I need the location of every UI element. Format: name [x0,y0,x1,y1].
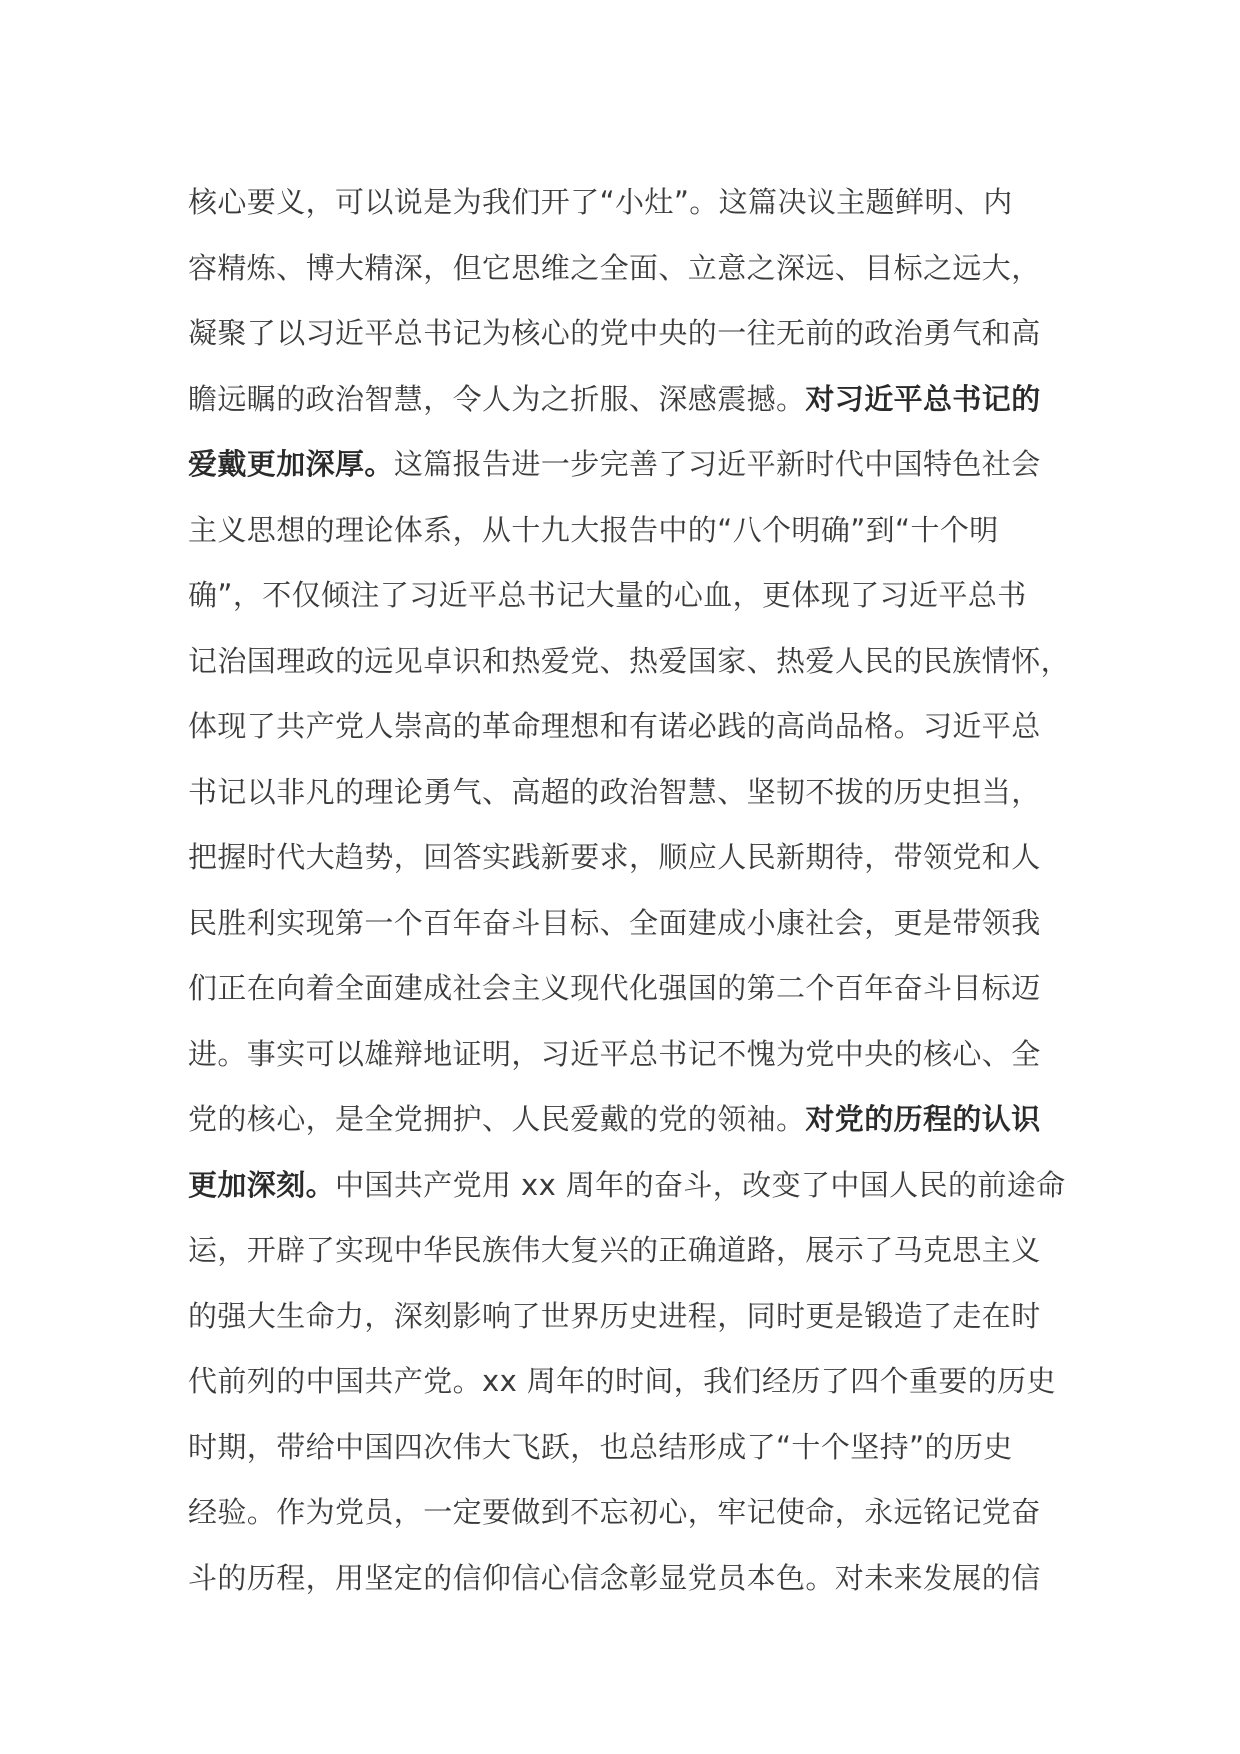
text-line [188,236,1068,302]
body-text-segment: 经验。作为党员，一定要做到不忘初心，牢记使命，永远铭记党奋 [188,1495,1041,1529]
body-text-segment: 斗的历程，用坚定的信仰信心信念彰显党员本色。对未来发展的信 [188,1560,1041,1595]
text-line [188,891,1068,957]
bold-heading-text: 更加深刻。 [188,1167,336,1202]
body-text-segment: 的强大生命力，深刻影响了世界历史进程，同时更是锻造了走在时 [188,1298,1041,1333]
body-paragraph [188,170,1071,1611]
bold-heading-text: 对习近平总书记的 [805,381,1041,416]
text-line [188,1087,1068,1153]
body-text-segment: 凝聚了以习近平总书记为核心的党中央的一往无前的政治勇气和高 [188,316,1041,350]
text-line [188,170,1068,236]
text-line [188,1218,1068,1284]
bold-heading-text: 爱戴更加深厚。 [188,447,394,481]
body-text-segment: 书记以非凡的理论勇气、高超的政治智慧、坚韧不拔的历史担当， [188,774,1041,809]
text-line [188,1153,1068,1219]
text-line [188,760,1068,826]
body-text-segment: 代前列的中国共产党。xx 周年的时间，我们经历了四个重要的历史 [188,1364,1056,1398]
body-text-segment: 核心要义，可以说是为我们开了“小灶”。这篇决议主题鲜明、内 [188,185,1013,219]
body-text-segment: 党的核心，是全党拥护、人民爱戴的党的领袖。 [188,1102,806,1136]
text-line [188,367,1068,433]
body-text-segment: 确”，不仅倾注了习近平总书记大量的心血，更体现了习近平总书 [188,578,1027,612]
body-text-segment: 容精炼、博大精深，但它思维之全面、立意之深远、目标之远大， [188,250,1041,285]
text-line [188,825,1068,891]
text-line [188,1349,1068,1415]
body-text-segment: 运，开辟了实现中华民族伟大复兴的正确道路，展示了马克思主义 [188,1233,1041,1267]
text-line [188,1546,1068,1612]
body-text-segment: 主义思想的理论体系，从十九大报告中的“八个明确”到“十个明 [188,512,999,547]
body-text-segment: 时期，带给中国四次伟大飞跃，也总结形成了“十个坚持”的历史 [188,1429,1013,1464]
text-line [188,1284,1068,1350]
body-text-segment: 把握时代大趋势，回答实践新要求，顺应人民新期待，带领党和人 [188,840,1041,874]
text-line [188,563,1068,629]
text-line [188,956,1068,1022]
text-line [188,1022,1068,1088]
body-text-segment: 记治国理政的远见卓识和热爱党、热爱国家、热爱人民的民族情怀， [188,643,1071,678]
text-line [188,694,1068,760]
text-line [188,432,1068,498]
text-line [188,1415,1068,1481]
text-line [188,301,1068,367]
text-line [188,498,1068,564]
body-text-segment: 瞻远瞩的政治智慧，令人为之折服、深感震撼。 [188,381,806,416]
body-text-segment: 这篇报告进一步完善了习近平新时代中国特色社会 [393,447,1041,481]
body-text-segment: 民胜利实现第一个百年奋斗目标、全面建成小康社会，更是带领我 [188,905,1041,940]
body-text-segment: 进。事实可以雄辩地证明，习近平总书记不愧为党中央的核心、全 [188,1036,1041,1071]
body-text-segment: 中国共产党用 xx 周年的奋斗，改变了中国人民的前途命 [335,1167,1066,1202]
text-line [188,1480,1068,1546]
bold-heading-text: 对党的历程的认识 [805,1102,1041,1136]
body-text-segment: 们正在向着全面建成社会主义现代化强国的第二个百年奋斗目标迈 [188,971,1041,1005]
body-text-segment: 体现了共产党人崇高的革命理想和有诺必践的高尚品格。习近平总 [188,709,1041,743]
text-line [188,629,1071,695]
